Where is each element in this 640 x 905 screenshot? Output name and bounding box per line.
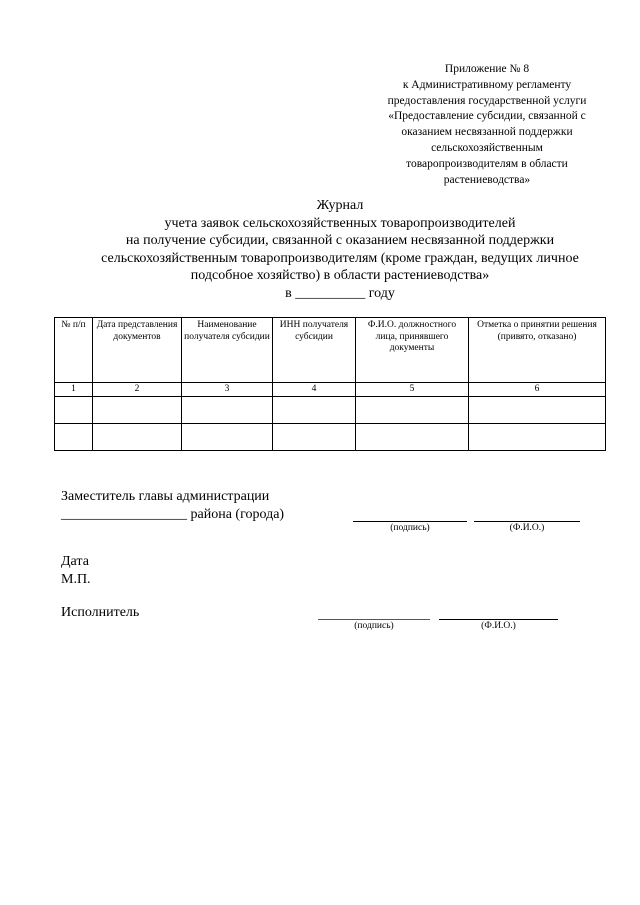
table-header-row: [55, 318, 606, 383]
table-cell: [273, 423, 356, 450]
appendix-note: [364, 62, 610, 188]
table-cell: [356, 396, 469, 423]
header-cell-date: Дата представления документов: [93, 318, 182, 383]
date-label: Дата: [61, 554, 89, 569]
deputy-name-line: [474, 521, 580, 522]
table-row: [55, 396, 606, 423]
deputy-title: Заместитель главы администрации: [61, 489, 270, 504]
header-cell-number: № п/п: [55, 318, 93, 383]
appendix-line: к Административному регламенту: [402, 78, 572, 91]
header-cell-decision: Отметка о принятии решения (привято, отказано): [469, 318, 606, 383]
title-year-line: в __________ году: [285, 285, 395, 301]
header-cell-official: Ф.И.О. должностного лица, принявшего документы: [356, 318, 469, 383]
deputy-signature-caption: (подпись): [390, 523, 430, 533]
table-cell: [469, 423, 606, 450]
appendix-line: Приложение № 8: [444, 63, 530, 75]
executor-name-caption: (Ф.И.О.): [481, 621, 516, 631]
table-cell: [182, 396, 273, 423]
deputy-name-caption: (Ф.И.О.): [509, 523, 545, 533]
title-line: подсобное хозяйство) в области растениеводства»: [190, 268, 490, 283]
stamp-label: М.П.: [61, 572, 91, 587]
column-number: 1: [55, 383, 93, 397]
table-cell: [55, 423, 93, 450]
table-cell: [469, 396, 606, 423]
deputy-district-line: __________________ района (города): [61, 507, 285, 522]
appendix-line: товаропроизводителям в области: [406, 157, 568, 170]
table-cell: [55, 396, 93, 423]
header-cell-recipient: Наименование получателя субсидии: [182, 318, 273, 383]
title-line: на получение субсидии, связанной с оказанием несвязанной поддержки: [125, 233, 555, 248]
column-number: 3: [182, 383, 273, 397]
executor-signature-caption: (подпись): [354, 621, 394, 631]
column-number: 4: [273, 383, 356, 397]
title-line: сельскохозяйственным товаропроизводителям (кроме граждан, ведущих личное: [101, 250, 579, 266]
executor-signature-line: [318, 619, 430, 620]
table-cell: [356, 423, 469, 450]
executor-name-line: [439, 619, 558, 620]
column-number: 2: [93, 383, 182, 397]
appendix-line: «Предоставление субсидии, связанной с: [388, 110, 586, 123]
table-cell: [273, 396, 356, 423]
table-cell: [182, 423, 273, 450]
table-cell: [93, 423, 182, 450]
column-number: 5: [356, 383, 469, 397]
appendix-line: растениеводства»: [443, 173, 531, 186]
column-number-row: [55, 383, 606, 397]
journal-table: [54, 317, 606, 451]
journal-title: [40, 197, 640, 302]
table-cell: [93, 396, 182, 423]
title-line: учета заявок сельскохозяйственных товаропроизводителей: [164, 215, 516, 231]
executor-label: Исполнитель: [61, 605, 140, 620]
appendix-line: оказанием несвязанной поддержки: [401, 126, 573, 139]
column-number: 6: [469, 383, 606, 397]
appendix-line: предоставления государственной услуги: [387, 94, 587, 107]
appendix-line: сельскохозяйственным: [431, 141, 543, 154]
header-cell-inn: ИНН получателя субсидии: [273, 318, 356, 383]
deputy-signature-line: [353, 521, 467, 522]
title-line: Журнал: [316, 198, 364, 213]
table-row: [55, 423, 606, 450]
